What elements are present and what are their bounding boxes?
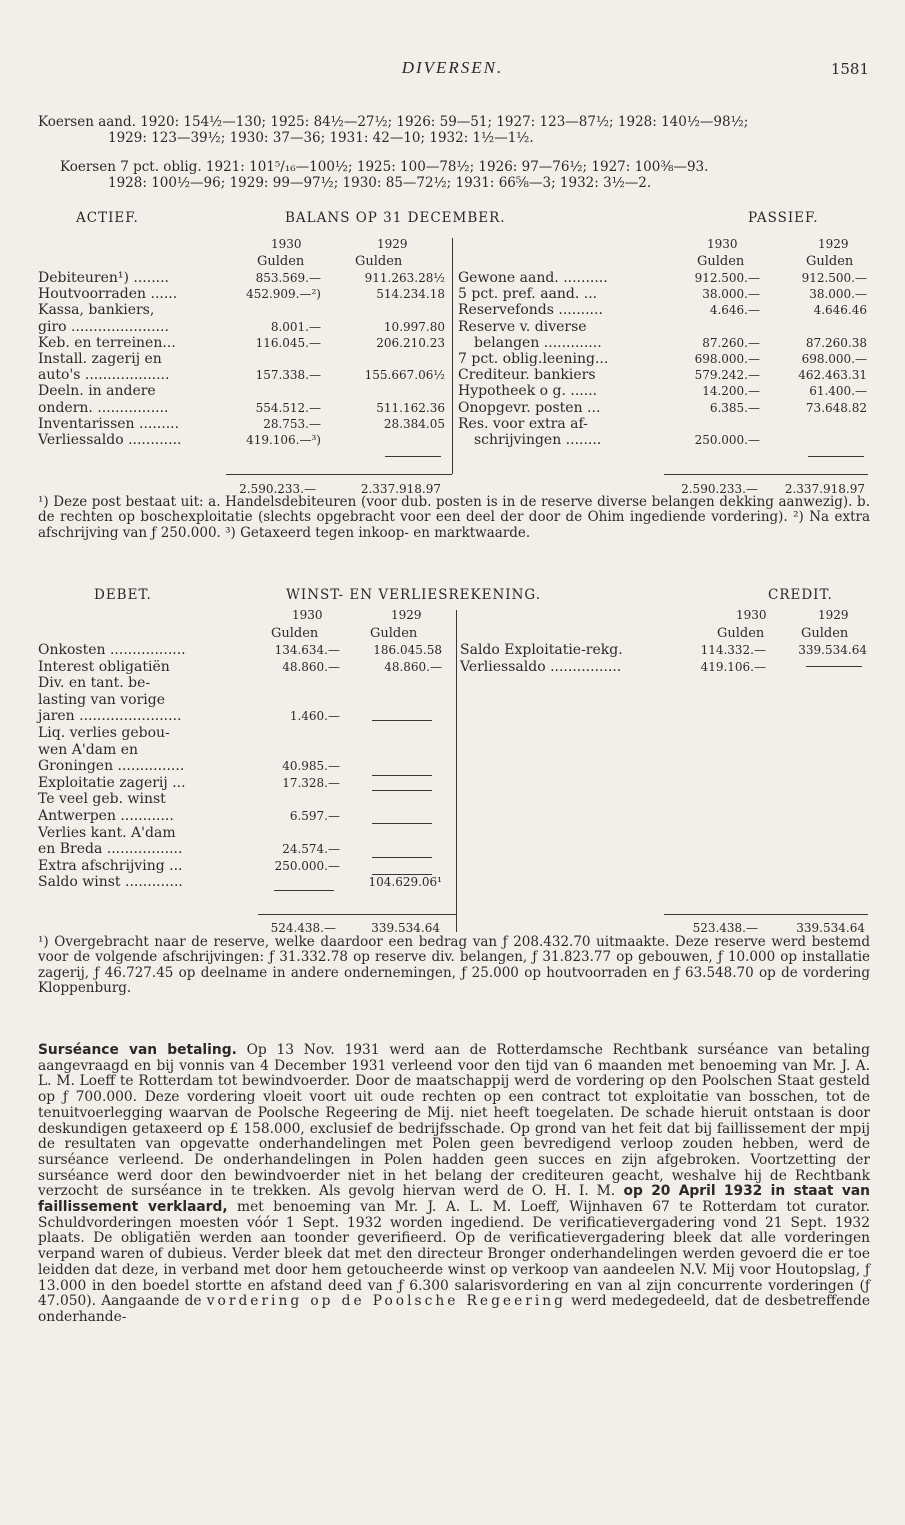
- credit-row-v1929: 339.534.64: [798, 643, 867, 657]
- passief-row-label: Reserve v. diverse: [458, 318, 587, 335]
- actief-row-v1929: 514.234.18: [376, 287, 445, 302]
- debet-unit-1930: Gulden: [271, 626, 319, 641]
- actief-row-label: Verliessaldo ............: [38, 432, 182, 448]
- passief-row-v1930: 6.385.—: [709, 400, 760, 415]
- passief-row-label: 7 pct. oblig.leening...: [458, 351, 609, 367]
- passief-total-rule: [664, 474, 868, 475]
- credit-row-v1930: 419.106.—: [700, 659, 766, 674]
- surseance-text-1: Op 13 Nov. 1931 werd aan de Rotterdamsche Rechtbank surséance van betaling aangevraagd en bij vonnis van 4 December 1931 verleend voor den tijd van 6 maanden met benoeming van Mr. J. A. L. M. Loeff te Rotterdam tot bewindvoerder. Door de maatschappij werd de vordering op den Poolschen Staat gesteld op ƒ 700.000. Deze vordering vloeit voort uit oude rechten op een contract tot exploitatie van bosschen, tot de tenuitvoerlegging waarvan de Poolsche Regeering de Mij. niet heeft toegelaten. De schade hieruit ontstaan is door deskundigen getaxeerd op £ 158.000, exclusief de bedrijfsschade. Op grond van het feit dat bij faillissement der mpij de resultaten van opgevatte onderhandelingen met Polen geen bevredigend verloop zouden hebben, werd de surséance verleend. De onderhandelingen in Polen hadden geen succes en zijn afgebroken. Voortzetting der surséance werd door den bewindvoerder niet in het belang der crediteuren geacht, weshalve hij de Rechtbank verzocht de surséance in te trekken. Als gevolg hiervan werd de O. H. I. M.: [38, 1042, 870, 1200]
- passief-row-v1930: 38.000.—: [702, 287, 760, 302]
- actief-row-v1929: 911.263.28½: [364, 271, 445, 285]
- winst-antwerpen-1929-dash: [372, 823, 432, 824]
- debet-row-label: Groningen ...............: [38, 758, 185, 775]
- debet-row-v1930: 1.460.—: [289, 709, 340, 724]
- actief-row-v1929: 10.997.80: [383, 319, 445, 334]
- debet-row-v1930: 24.574.—: [282, 842, 340, 857]
- credit-year-1929: 1929: [818, 608, 849, 622]
- passief-row-v1929: 87.260.38: [805, 335, 867, 350]
- div-1929-dash: [372, 720, 432, 721]
- koersen-aand-line-1: Koersen aand. 1920: 154½—130; 1925: 84½—27½; 1926: 59—51; 1927: 123—87½; 1928: 140½—98½;: [38, 114, 749, 130]
- extra-afschr-1929-dash: [372, 874, 432, 875]
- surseance-text-3: werd medegedeeld, dat de desbetreffende onderhande-: [38, 1293, 870, 1325]
- passief-row-label: Res. voor extra af-: [458, 415, 588, 432]
- passief-row-v1929: 698.000.—: [801, 352, 867, 366]
- debet-row-label: Liq. verlies gebou-: [38, 725, 170, 741]
- actief-total-1930: 2.590.233.—: [239, 482, 316, 496]
- actief-row-v1930: 452.909.—²): [246, 287, 321, 302]
- actief-heading: ACTIEF.: [76, 210, 139, 226]
- debet-row-v1930: 17.328.—: [282, 775, 340, 790]
- passief-total-1929: 2.337.918.97: [784, 482, 865, 496]
- debet-row-v1930: 250.000.—: [274, 858, 340, 873]
- koersen-oblig-line-2: 1928: 100½—96; 1929: 99—97½; 1930: 85—72½; 1931: 66⅝—3; 1932: 3½—2.: [108, 175, 652, 191]
- faillissement-phrase: op 20 April 1932 in staat van faillissement verklaard,: [38, 1183, 870, 1216]
- debet-row-label: Onkosten .................: [38, 642, 186, 658]
- debet-row-v1929: 186.045.58: [373, 643, 442, 657]
- actief-row-label: Kassa, bankiers,: [38, 302, 155, 319]
- credit-row-label: Verliessaldo ................: [460, 658, 622, 675]
- profit-loss-title: WINST- EN VERLIESREKENING.: [286, 587, 542, 603]
- balance-sheet-title: BALANS OP 31 DECEMBER.: [285, 210, 506, 226]
- passief-unit-1929: Gulden: [806, 254, 854, 269]
- balance-column-separator: [452, 238, 453, 474]
- actief-row-v1929: 28.384.05: [383, 416, 445, 431]
- actief-row-label: giro ......................: [38, 318, 169, 335]
- passief-row-v1930: 912.500.—: [694, 271, 760, 285]
- credit-row-v1930: 114.332.—: [700, 643, 766, 657]
- passief-row-label: 5 pct. pref. aand. ...: [458, 286, 598, 303]
- passief-row-v1929: 73.648.82: [805, 400, 867, 415]
- koersen-oblig-line-1: Koersen 7 pct. oblig. 1921: 101⁵/₁₆—100½; 1925: 100—78½; 1926: 97—76½; 1927: 100⅜—93.: [60, 159, 709, 175]
- actief-row-v1929: 206.210.23: [376, 335, 445, 350]
- passief-row-label: schrijvingen ........: [474, 432, 602, 448]
- surseance-heading: Surséance van betaling.: [38, 1042, 237, 1058]
- passief-row-v1930: 87.260.—: [702, 335, 760, 350]
- actief-unit-1930: Gulden: [257, 254, 305, 269]
- debet-row-label: wen A'dam en: [38, 741, 139, 758]
- exploitatie-1929-dash: [372, 790, 432, 791]
- debet-row-v1930: 134.634.—: [274, 643, 340, 657]
- debet-total-1929: 339.534.64: [371, 921, 440, 935]
- debet-row-v1930: 6.597.—: [289, 809, 340, 823]
- passief-total-1930: 2.590.233.—: [681, 482, 758, 496]
- debet-row-v1929: 48.860.—: [384, 659, 442, 674]
- actief-row-label: auto's ...................: [38, 367, 170, 384]
- debet-total-1930: 524.438.—: [270, 921, 336, 935]
- passief-row-v1929: 4.646.46: [813, 303, 867, 318]
- balance-footnote: ¹) Deze post bestaat uit: a. Handelsdebiteuren (voor dub. posten is in de reserve diverse belangen dekking aanwezig). b. de rechten op boschexploitatie (slechts opgebracht voor een deel der door de Ohim ingediende vordering). ²) Na extra afschrijving van ƒ 250.000. ³) Getaxeerd tegen inkoop- en marktwaarde.: [38, 494, 870, 541]
- reserve-1929-dash: [808, 456, 864, 457]
- credit-row-label: Saldo Exploitatie-rekg.: [460, 642, 623, 658]
- koersen-aand-line-2: 1929: 123—39½; 1930: 37—36; 1931: 42—10; 1932: 1½—1½.: [108, 130, 534, 146]
- debet-row-label: Div. en tant. be-: [38, 675, 151, 692]
- surseance-paragraph: [38, 1043, 870, 1326]
- profit-loss-footnote: ¹) Overgebracht naar de reserve, welke daardoor een bedrag van ƒ 208.432.70 uitmaakte. Deze reserve werd bestemd voor de volgende afschrijvingen: ƒ 31.332.78 op reserve div. belangen, ƒ 31.823.77 op gebouwen, ƒ 10.000 op installatie zagerij, ƒ 46.727.45 op deelname in andere ondernemingen, ƒ 25.000 op houtvoorraden en ƒ 63.548.70 op de vordering Kloppenburg.: [38, 934, 870, 997]
- debet-row-label: Interest obligatiën: [38, 658, 170, 675]
- actief-unit-1929: Gulden: [355, 254, 403, 269]
- actief-row-label: ondern. ................: [38, 399, 169, 416]
- passief-row-v1930: 698.000.—: [694, 352, 760, 366]
- actief-row-v1930: 8.001.—: [270, 319, 321, 334]
- passief-row-v1930: 4.646.—: [709, 303, 760, 318]
- debet-row-label: en Breda .................: [38, 841, 183, 858]
- passief-row-label: Onopgevr. posten ...: [458, 399, 601, 416]
- debet-row-v1930: 48.860.—: [282, 659, 340, 674]
- credit-total-1930: 523.438.—: [692, 921, 758, 935]
- passief-year-1929: 1929: [818, 237, 849, 251]
- debet-row-label: Verlies kant. A'dam: [38, 824, 176, 841]
- actief-row-v1929: 511.162.36: [376, 400, 445, 415]
- debet-row-v1930: 40.985.—: [282, 759, 340, 774]
- passief-row-v1929: 912.500.—: [801, 271, 867, 285]
- debet-heading: DEBET.: [94, 587, 152, 603]
- profit-loss-column-separator: [456, 610, 457, 932]
- passief-row-v1929: 462.463.31: [798, 368, 867, 383]
- page-header: [0, 58, 905, 82]
- verliessaldo-1929-dash: [385, 456, 441, 457]
- actief-row-v1929: 155.667.06½: [364, 368, 445, 383]
- actief-row-label: Houtvoorraden ......: [38, 286, 178, 303]
- debet-row-label: Exploitatie zagerij ...: [38, 774, 186, 791]
- vordering-phrase: vordering op de Poolsche Regeering: [206, 1293, 566, 1310]
- passief-row-v1930: 14.200.—: [702, 384, 760, 399]
- passief-row-label: Hypotheek o g. ......: [458, 383, 598, 400]
- actief-row-v1930: 554.512.—: [255, 400, 321, 415]
- credit-year-1930: 1930: [736, 608, 767, 622]
- debet-row-label: lasting van vorige: [38, 691, 166, 708]
- liq-1929-dash: [372, 775, 432, 776]
- debet-row-label: Saldo winst .............: [38, 874, 183, 891]
- actief-row-label: Install. zagerij en: [38, 351, 162, 367]
- actief-row-v1930: 419.106.—³): [246, 433, 321, 447]
- actief-row-label: Debiteuren¹) ........: [38, 270, 169, 286]
- passief-row-label: Reservefonds ..........: [458, 302, 603, 319]
- passief-heading: PASSIEF.: [748, 210, 819, 226]
- surseance-text-2: met benoeming van Mr. J. A. L. M. Loeff, Wijnhaven 67 te Rotterdam tot curator. Schuldvorderingen moesten vóór 1 Sept. 1932 worden ingediend. De verificatievergadering vond 21 Sept. 1932 plaats. De obligatiën werden aan toonder geverifieerd. Op de verificatievergadering bleek dat alle vorderingen verpand waren of dubieus. Verder bleek dat met den directeur Bronger onderhandelingen werden gevoerd die er toe leidden dat deze, in verband met door hem getoucheerde winst op verkoop van aandeelen N.V. Mij voor Houtopslag, ƒ 13.000 in den boedel stortte en afstand deed van ƒ 6.300 salarisvordering en van al zijn concurrente vorderingen (ƒ 47.050). Aangaande de: [38, 1199, 870, 1310]
- debet-row-label: Extra afschrijving ...: [38, 857, 183, 874]
- saldo-winst-1930-dash: [274, 890, 334, 891]
- credit-total-1929: 339.534.64: [796, 921, 865, 935]
- passief-row-label: belangen .............: [474, 334, 602, 351]
- passief-row-label: Crediteur. bankiers: [458, 367, 596, 384]
- credit-verlies-1929-dash: [806, 666, 862, 667]
- debet-row-label: Antwerpen ............: [38, 808, 174, 824]
- actief-total-rule: [226, 474, 452, 475]
- verlies-kant-1929-dash: [372, 857, 432, 858]
- actief-year-1929: 1929: [377, 237, 408, 251]
- passief-unit-1930: Gulden: [697, 254, 745, 269]
- credit-total-rule: [664, 914, 868, 915]
- actief-row-v1930: 28.753.—: [263, 416, 321, 431]
- debet-year-1930: 1930: [292, 608, 323, 622]
- passief-row-v1930: 579.242.—: [694, 368, 760, 383]
- page-title: DIVERSEN.: [401, 58, 504, 77]
- actief-row-label: Deeln. in andere: [38, 383, 156, 400]
- actief-row-v1930: 116.045.—: [255, 335, 321, 350]
- actief-total-1929: 2.337.918.97: [360, 482, 441, 496]
- debet-row-label: jaren .......................: [38, 708, 182, 725]
- actief-row-label: Keb. en terreinen...: [38, 334, 176, 351]
- actief-row-v1930: 157.338.—: [255, 368, 321, 383]
- credit-unit-1930: Gulden: [717, 626, 765, 641]
- passief-row-v1929: 38.000.—: [809, 287, 867, 302]
- passief-year-1930: 1930: [707, 237, 738, 251]
- debet-year-1929: 1929: [391, 608, 422, 622]
- debet-row-v1929: 104.629.06¹: [368, 875, 442, 890]
- passief-row-v1929: 61.400.—: [809, 384, 867, 399]
- passief-row-label: Gewone aand. ..........: [458, 270, 608, 286]
- passief-row-v1930: 250.000.—: [694, 433, 760, 447]
- page-number: 1581: [830, 60, 869, 78]
- credit-unit-1929: Gulden: [801, 626, 849, 641]
- debet-unit-1929: Gulden: [370, 626, 418, 641]
- actief-row-label: Inventarissen .........: [38, 415, 180, 432]
- actief-year-1930: 1930: [271, 237, 302, 251]
- actief-row-v1930: 853.569.—: [255, 271, 321, 285]
- debet-row-label: Te veel geb. winst: [38, 791, 166, 808]
- debet-total-rule: [258, 914, 456, 915]
- credit-heading: CREDIT.: [768, 587, 833, 603]
